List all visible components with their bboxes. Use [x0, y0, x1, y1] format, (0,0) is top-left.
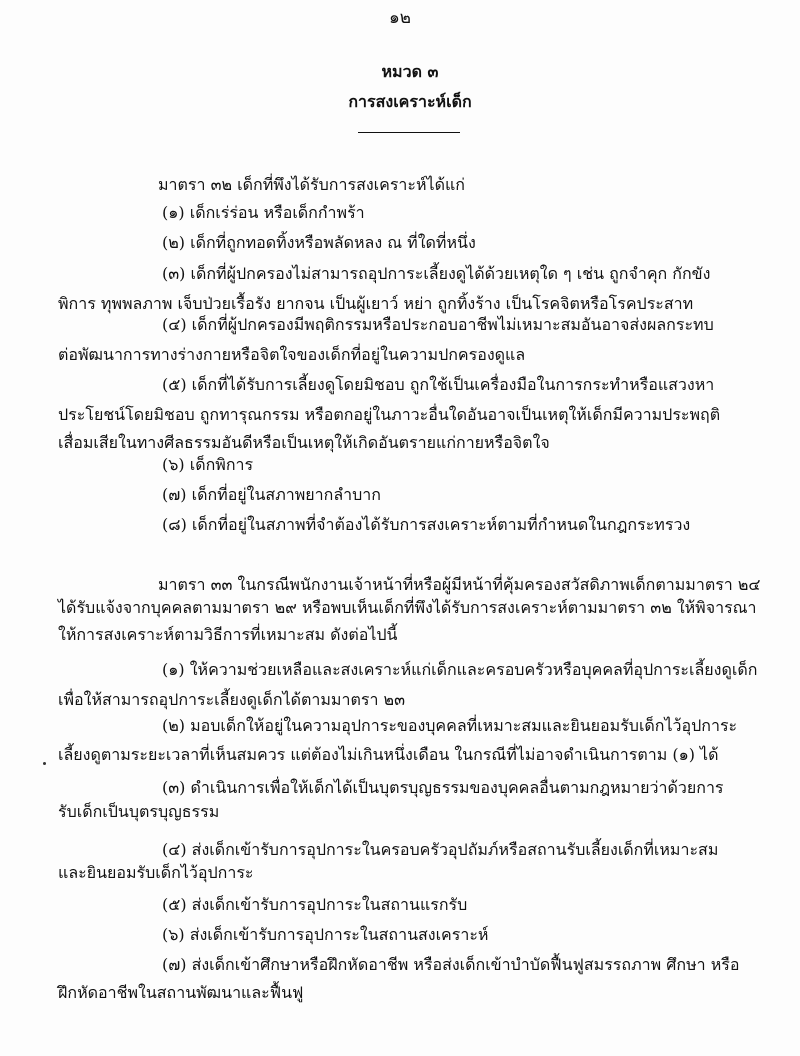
- section-32-item-8: (๘) เด็กที่อยู่ในสภาพที่จำต้องได้รับการสงเคราะห์ตามที่กำหนดในกฎกระทรวง: [162, 515, 691, 534]
- section-33-intro-cont-1: ได้รับแจ้งจากบุคคลตามมาตรา ๒๙ หรือพบเห็นเด็กที่พึงได้รับการสงเคราะห์ตามมาตรา ๓๒ ให้พิจารณา: [58, 598, 757, 617]
- section-33-item-2-cont: เลี้ยงดูตามระยะเวลาที่เห็นสมควร แต่ต้องไม่เกินหนึ่งเดือน ในกรณีที่ไม่อาจดำเนินการตาม (๑) ได้: [58, 745, 719, 764]
- section-33-intro: มาตรา ๓๓ ในกรณีพนักงานเจ้าหน้าที่หรือผู้มีหน้าที่คุ้มครองสวัสดิภาพเด็กตามมาตรา ๒๔: [158, 575, 761, 594]
- section-33-item-7: (๗) ส่งเด็กเข้าศึกษาหรือฝึกหัดอาชีพ หรือส่งเด็กเข้าบำบัดฟื้นฟูสมรรถภาพ ศึกษา หรือ: [162, 955, 740, 974]
- scan-speck: [43, 762, 46, 765]
- section-33-item-3: (๓) ดำเนินการเพื่อให้เด็กได้เป็นบุตรบุญธรรมของบุคคลอื่นตามกฎหมายว่าด้วยการ: [162, 778, 724, 797]
- section-32-item-3: (๓) เด็กที่ผู้ปกครองไม่สามารถอุปการะเลี้ยงดูได้ด้วยเหตุใด ๆ เช่น ถูกจำคุก กักขัง: [162, 264, 711, 283]
- section-32-item-2: (๒) เด็กที่ถูกทอดทิ้งหรือพลัดหลง ณ ที่ใดที่หนึ่ง: [162, 233, 476, 252]
- section-33-item-3-cont: รับเด็กเป็นบุตรบุญธรรม: [58, 802, 220, 821]
- section-32-intro: มาตรา ๓๒ เด็กที่พึงได้รับการสงเคราะห์ได้แก่: [158, 175, 465, 194]
- section-32-item-5-cont-2: เสื่อมเสียในทางศีลธรรมอันดีหรือเป็นเหตุให้เกิดอันตรายแก่กายหรือจิตใจ: [58, 433, 550, 452]
- section-32-item-7: (๗) เด็กที่อยู่ในสภาพยากลำบาก: [162, 485, 381, 504]
- section-33-item-4: (๔) ส่งเด็กเข้ารับการอุปการะในครอบครัวอุปถัมภ์หรือสถานรับเลี้ยงเด็กที่เหมาะสม: [162, 840, 719, 859]
- title-underline: [358, 132, 460, 133]
- chapter-heading: หมวด ๓: [381, 62, 439, 81]
- section-33-item-4-cont: และยินยอมรับเด็กไว้อุปการะ: [58, 863, 254, 882]
- section-33-item-6: (๖) ส่งเด็กเข้ารับการอุปการะในสถานสงเคราะห์: [162, 925, 489, 944]
- section-33-item-5: (๕) ส่งเด็กเข้ารับการอุปการะในสถานแรกรับ: [162, 895, 468, 914]
- section-32-item-3-cont: พิการ ทุพพลภาพ เจ็บป่วยเรื้อรัง ยากจน เป็นผู้เยาว์ หย่า ถูกทิ้งร้าง เป็นโรคจิตหรือโรคประสาท: [58, 294, 694, 313]
- section-32-item-4: (๔) เด็กที่ผู้ปกครองมีพฤติกรรมหรือประกอบอาชีพไม่เหมาะสมอันอาจส่งผลกระทบ: [162, 315, 714, 334]
- page-number: ๑๒: [389, 8, 411, 28]
- section-32-item-5: (๕) เด็กที่ได้รับการเลี้ยงดูโดยมิชอบ ถูกใช้เป็นเครื่องมือในการกระทำหรือแสวงหา: [162, 375, 715, 394]
- section-32-item-1: (๑) เด็กเร่ร่อน หรือเด็กกำพร้า: [162, 203, 365, 222]
- chapter-title: การสงเคราะห์เด็ก: [348, 92, 472, 111]
- section-32-item-5-cont-1: ประโยชน์โดยมิชอบ ถูกทารุณกรรม หรือตกอยู่ในภาวะอื่นใดอันอาจเป็นเหตุให้เด็กมีความประพฤติ: [58, 405, 721, 424]
- section-32-item-4-cont: ต่อพัฒนาการทางร่างกายหรือจิตใจของเด็กที่อยู่ในความปกครองดูแล: [58, 345, 526, 364]
- section-33-item-1-cont: เพื่อให้สามารถอุปการะเลี้ยงดูเด็กได้ตามมาตรา ๒๓: [58, 690, 405, 709]
- section-33-item-7-cont: ฝึกหัดอาชีพในสถานพัฒนาและฟื้นฟู: [58, 983, 304, 1002]
- section-32-item-6: (๖) เด็กพิการ: [162, 455, 254, 474]
- section-33-item-1: (๑) ให้ความช่วยเหลือและสงเคราะห์แก่เด็กและครอบครัวหรือบุคคลที่อุปการะเลี้ยงดูเด็ก: [162, 660, 758, 679]
- section-33-item-2: (๒) มอบเด็กให้อยู่ในความอุปการะของบุคคลที่เหมาะสมและยินยอมรับเด็กไว้อุปการะ: [162, 716, 738, 735]
- section-33-intro-cont-2: ให้การสงเคราะห์ตามวิธีการที่เหมาะสม ดังต่อไปนี้: [58, 625, 398, 644]
